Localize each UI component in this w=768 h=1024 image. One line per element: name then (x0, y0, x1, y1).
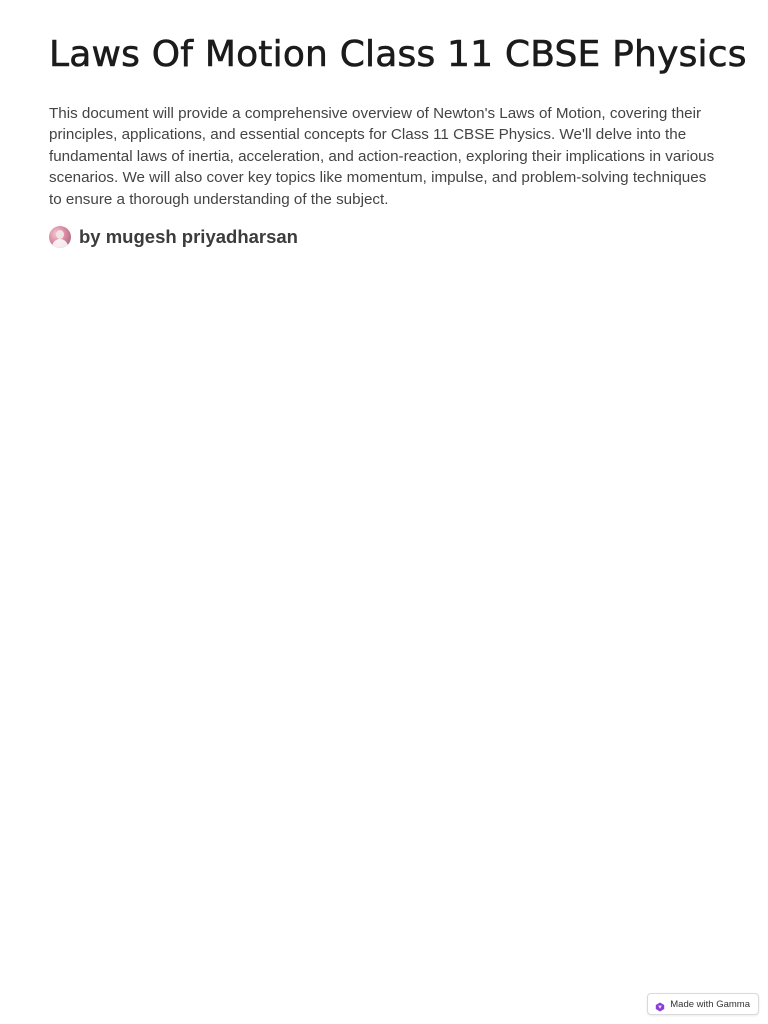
author-avatar (49, 226, 71, 248)
author-byline (49, 225, 298, 249)
author-name: by mugesh priyadharsan (79, 226, 298, 247)
made-with-gamma-badge[interactable] (647, 993, 759, 1015)
badge-label: Made with Gamma (670, 998, 750, 1010)
intro-paragraph: This document will provide a comprehensive overview of Newton's Laws of Motion, covering their principles, applications, and essential concepts for Class 11 CBSE Physics. We'll delve into the fundamental laws of inertia, acceleration, and action-reaction, exploring their implications in various scenarios. We will also cover key topics like momentum, impulse, and problem-solving techniques to ensure a thorough understanding of the subject. (49, 105, 715, 208)
gamma-logo-icon (655, 999, 665, 1009)
page-title: Laws Of Motion Class 11 CBSE Physics (49, 34, 747, 75)
